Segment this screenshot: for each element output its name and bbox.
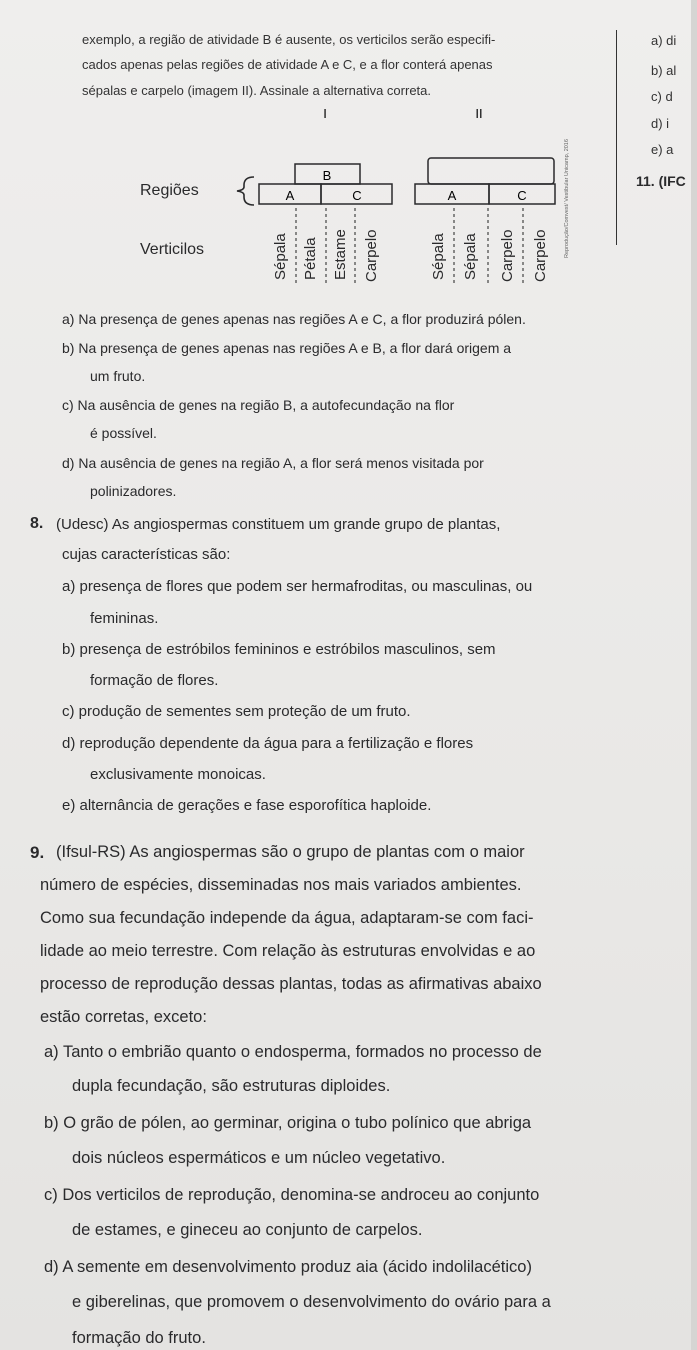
q8-stem-line1: (Udesc) As angiospermas constituem um grande grupo de plantas,: [56, 516, 501, 533]
verticilo-2-sepala-1: Sépala: [430, 233, 447, 280]
q9-stem-line6: estão corretas, exceto:: [40, 1008, 207, 1026]
q8-number: 8.: [30, 515, 44, 532]
q8-option-b-line1: b) presença de estróbilos femininos e estróbilos masculinos, sem: [62, 641, 496, 658]
q7-option-b-line1: b) Na presença de genes apenas nas regiões A e B, a flor dará origem a: [62, 340, 512, 356]
q9-option-c-line1: c) Dos verticilos de reprodução, denomina-se androceu ao conjunto: [44, 1186, 540, 1204]
intro-line-2: cados apenas pelas regiões de atividade A e C, e a flor conterá apenas: [82, 57, 493, 72]
image-credit: Reprodução/Comvest/ Vestibular Unicamp, 2016: [564, 139, 570, 258]
verticilos-label: Verticilos: [140, 241, 205, 258]
q9-option-a-line1: a) Tanto o embrião quanto o endosperma, formados no processo de: [44, 1043, 542, 1061]
q9-number: 9.: [30, 843, 45, 862]
q9-option-b-line2: dois núcleos espermáticos e um núcleo vegetativo.: [72, 1149, 446, 1167]
q7-option-c-line2: é possível.: [90, 425, 157, 441]
q8-option-d-line2: exclusivamente monoicas.: [90, 766, 266, 783]
q9-stem-line3: Como sua fecundação independe da água, adaptaram-se com faci-: [40, 909, 534, 927]
verticilo-2-carpelo-2: Carpelo: [532, 229, 549, 282]
q9-stem-line4: lidade ao meio terrestre. Com relação às estruturas envolvidas e ao: [40, 942, 536, 960]
box-b-label: B: [322, 168, 332, 183]
q9-option-d-line3: formação do fruto.: [72, 1329, 206, 1347]
q7-option-a: a) Na presença de genes apenas nas regiões A e C, a flor produzirá pólen.: [62, 311, 526, 327]
q8-option-c: c) produção de sementes sem proteção de um fruto.: [62, 703, 411, 720]
verticilo-2-sepala-2: Sépala: [462, 233, 479, 280]
q9-stem-line2: número de espécies, disseminadas nos mais variados ambientes.: [40, 876, 522, 894]
q8-option-b-line2: formação de flores.: [90, 672, 219, 689]
q8-option-e: e) alternância de gerações e fase esporofítica haploide.: [62, 797, 432, 814]
q9-stem-line1: (Ifsul-RS) As angiospermas são o grupo de plantas com o maior: [56, 843, 525, 861]
verticilo-1-carpelo: Carpelo: [363, 229, 380, 282]
right-option-c: c) d: [651, 89, 673, 104]
intro-line-3: sépalas e carpelo (imagem II). Assinale a alternativa correta.: [82, 83, 432, 98]
right-option-a: a) di: [651, 33, 677, 48]
verticilo-1-petala: Pétala: [302, 237, 319, 280]
q9-option-c-line2: de estames, e gineceu ao conjunto de carpelos.: [72, 1221, 423, 1239]
q7-option-c-line1: c) Na ausência de genes na região B, a autofecundação na flor: [62, 397, 455, 413]
q7-option-d-line2: polinizadores.: [90, 483, 177, 499]
box-region-empty: [428, 158, 554, 184]
box2-c-label: C: [517, 188, 527, 203]
box2-a-label: A: [447, 188, 457, 203]
q8-option-d-line1: d) reprodução dependente da água para a fertilização e flores: [62, 735, 474, 752]
question-11-fragment: 11. (IFC: [636, 173, 686, 189]
box-c-label: C: [352, 188, 362, 203]
q7-option-b-line2: um fruto.: [90, 368, 146, 384]
q7-option-d-line1: d) Na ausência de genes na região A, a flor será menos visitada por: [62, 455, 484, 471]
q9-option-d-line2: e giberelinas, que promovem o desenvolvimento do ovário para a: [72, 1293, 551, 1311]
q8-option-a-line1: a) presença de flores que podem ser hermafroditas, ou masculinas, ou: [62, 578, 533, 595]
verticilo-1-estame: Estame: [332, 229, 349, 280]
right-option-d: d) i: [651, 116, 670, 131]
abc-model-diagram: [0, 95, 616, 295]
intro-line-1: exemplo, a região de atividade B é ausente, os verticilos serão especifi-: [82, 32, 496, 47]
page-edge: [691, 0, 697, 1350]
q8-stem-line2: cujas características são:: [62, 546, 231, 563]
column-divider: [616, 30, 617, 245]
q9-option-d-line1: d) A semente em desenvolvimento produz aia (ácido indolilacético): [44, 1258, 532, 1276]
regioes-brace: [237, 177, 254, 205]
diagram-roman-2: II: [475, 106, 483, 121]
q9-option-b-line1: b) O grão de pólen, ao germinar, origina o tubo polínico que abriga: [44, 1114, 532, 1132]
diagram-roman-1: I: [323, 106, 327, 121]
q9-option-a-line2: dupla fecundação, são estruturas diploides.: [72, 1077, 391, 1095]
diagram-2-boxes: [415, 158, 555, 204]
regioes-label: Regiões: [140, 182, 199, 199]
q8-option-a-line2: femininas.: [90, 610, 159, 627]
verticilos-2-labels: [430, 229, 549, 282]
right-option-e: e) a: [651, 142, 674, 157]
q9-stem-line5: processo de reprodução dessas plantas, todas as afirmativas abaixo: [40, 975, 542, 993]
verticilo-1-sepala: Sépala: [272, 233, 289, 280]
box-a-label: A: [285, 188, 295, 203]
verticilo-2-carpelo-1: Carpelo: [499, 229, 516, 282]
right-option-b: b) al: [651, 63, 677, 78]
diagram-1-boxes: [259, 164, 392, 204]
